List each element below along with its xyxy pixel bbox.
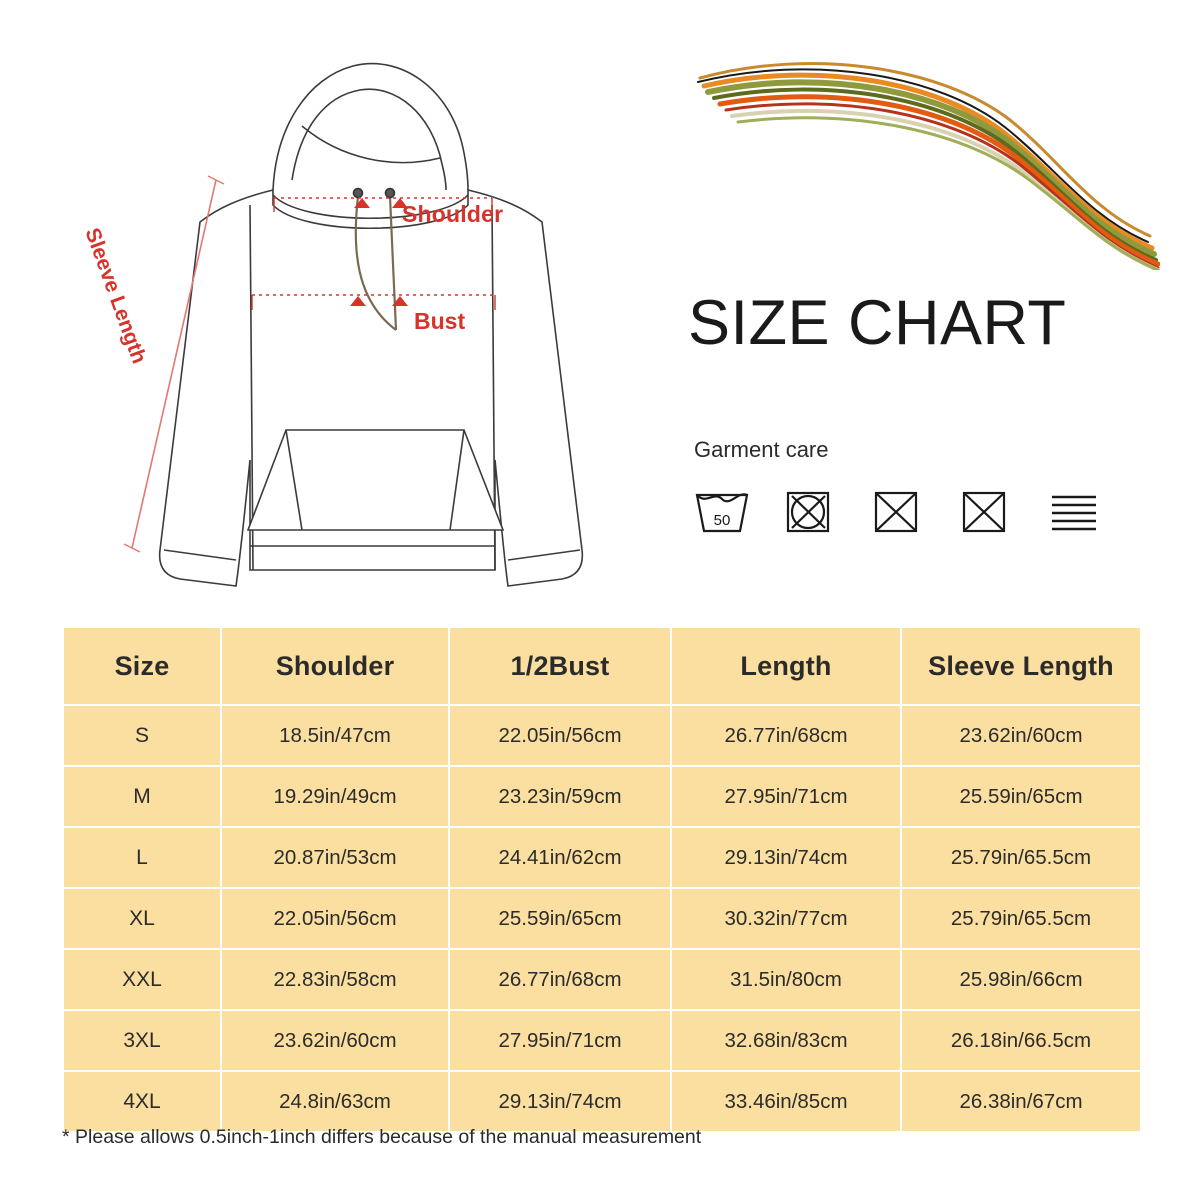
page-title: SIZE CHART <box>688 288 1067 358</box>
garment-illustration-panel <box>40 30 660 610</box>
cell-sleeve-length: 25.79in/65.5cm <box>901 827 1141 888</box>
cell-length: 32.68in/83cm <box>671 1010 901 1071</box>
iron-low-heat-icon <box>1044 481 1104 537</box>
cell-sleeve-length: 25.59in/65cm <box>901 766 1141 827</box>
do-not-bleach-icon <box>780 481 840 537</box>
cell-length: 26.77in/68cm <box>671 705 901 766</box>
garment-care-heading: Garment care <box>694 437 829 462</box>
cell-size: S <box>63 705 221 766</box>
cell-half-bust: 27.95in/71cm <box>449 1010 671 1071</box>
do-not-tumble-dry-icon <box>868 481 928 537</box>
cell-half-bust: 24.41in/62cm <box>449 827 671 888</box>
cell-length: 30.32in/77cm <box>671 888 901 949</box>
care-icons-row <box>692 481 1160 537</box>
table-header-row <box>63 627 1141 705</box>
cell-shoulder: 24.8in/63cm <box>221 1071 449 1132</box>
cell-sleeve-length: 25.79in/65.5cm <box>901 888 1141 949</box>
cell-half-bust: 25.59in/65cm <box>449 888 671 949</box>
cell-shoulder: 22.05in/56cm <box>221 888 449 949</box>
cell-half-bust: 23.23in/59cm <box>449 766 671 827</box>
column-header-size: Size <box>63 627 221 705</box>
column-header-shoulder: Shoulder <box>221 627 449 705</box>
cell-shoulder: 23.62in/60cm <box>221 1010 449 1071</box>
table-row <box>63 888 1141 949</box>
size-table-container <box>62 626 1140 1133</box>
cell-half-bust: 26.77in/68cm <box>449 949 671 1010</box>
column-header-half-bust: 1/2Bust <box>449 627 671 705</box>
do-not-dry-clean-icon <box>956 481 1016 537</box>
measurement-footnote: * Please allows 0.5inch-1inch differs because of the manual measurement <box>62 1126 702 1148</box>
cell-size: 3XL <box>63 1010 221 1071</box>
cell-size: XXL <box>63 949 221 1010</box>
cell-length: 29.13in/74cm <box>671 827 901 888</box>
table-row <box>63 1071 1141 1132</box>
table-row <box>63 949 1141 1010</box>
cell-sleeve-length: 25.98in/66cm <box>901 949 1141 1010</box>
cell-sleeve-length: 23.62in/60cm <box>901 705 1141 766</box>
cell-shoulder: 22.83in/58cm <box>221 949 449 1010</box>
table-row <box>63 1010 1141 1071</box>
cell-size: L <box>63 827 221 888</box>
cell-length: 33.46in/85cm <box>671 1071 901 1132</box>
cell-length: 27.95in/71cm <box>671 766 901 827</box>
cell-shoulder: 19.29in/49cm <box>221 766 449 827</box>
table-row <box>63 827 1141 888</box>
cell-size: M <box>63 766 221 827</box>
table-row <box>63 766 1141 827</box>
cell-shoulder: 20.87in/53cm <box>221 827 449 888</box>
cell-size: 4XL <box>63 1071 221 1132</box>
cell-size: XL <box>63 888 221 949</box>
cell-length: 31.5in/80cm <box>671 949 901 1010</box>
cell-half-bust: 22.05in/56cm <box>449 705 671 766</box>
shoulder-measure-label: Shoulder <box>402 201 504 227</box>
sleeve-length-measure-label: Sleeve Length <box>80 225 151 367</box>
wash-temp-label: 50 <box>713 512 731 529</box>
cell-half-bust: 29.13in/74cm <box>449 1071 671 1132</box>
machine-wash-50-icon <box>692 481 752 537</box>
column-header-sleeve-length: Sleeve Length <box>901 627 1141 705</box>
table-row <box>63 705 1141 766</box>
chart-header-panel <box>680 40 1160 537</box>
column-header-length: Length <box>671 627 901 705</box>
cell-sleeve-length: 26.18in/66.5cm <box>901 1010 1141 1071</box>
bust-measure-label: Bust <box>414 308 466 334</box>
size-table <box>62 626 1142 1133</box>
decorative-swoosh-icon <box>690 40 1160 270</box>
cell-sleeve-length: 26.38in/67cm <box>901 1071 1141 1132</box>
cell-shoulder: 18.5in/47cm <box>221 705 449 766</box>
